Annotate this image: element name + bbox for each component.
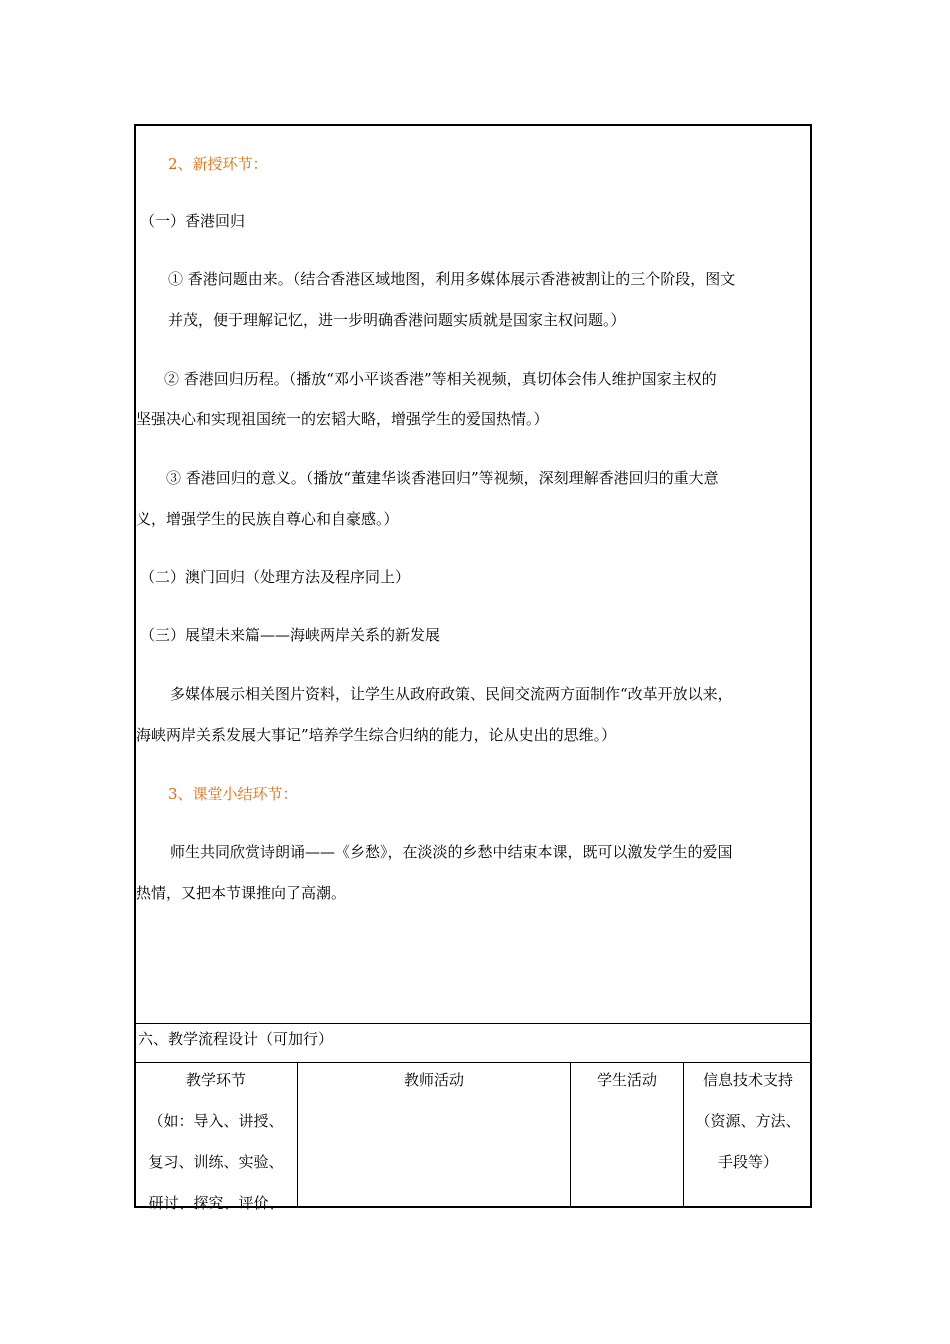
column-divider-middle [570,1062,571,1208]
section-3-heading: 3、课堂小结环节： [168,785,298,803]
header-it-support-line: 手段等） [717,1153,778,1171]
header-student-activity-label: 学生活动 [596,1071,657,1089]
future-para-line-2: 海峡两岸关系发展大事记”培养学生综合归纳的能力，论从史出的思维。） [136,726,617,744]
header-row-divider [136,1062,812,1063]
subsection-hongkong: （一）香港回归 [140,212,246,230]
item-2-line-1: ② 香港回归历程。（播放“邓小平谈香港”等相关视频，真切体会伟人维护国家主权的 [164,370,717,388]
header-teaching-stage-line: 教学环节 [185,1071,246,1089]
future-para-line-1: 多媒体展示相关图片资料，让学生从政府政策、民间交流两方面制作“改革开放以来， [170,685,733,703]
section-6-title: 六、教学流程设计（可加行） [138,1030,334,1048]
item-2-line-2: 坚强决心和实现祖国统一的宏韬大略，增强学生的爱国热情。） [136,410,549,428]
header-teaching-stage-line: 研讨、探究、评价、 [148,1194,284,1212]
item-3-line-1: ③ 香港回归的意义。（播放“董建华谈香港回归”等视频，深刻理解香港回归的重大意 [166,469,719,487]
header-it-support-line: （资源、方法、 [695,1112,801,1130]
item-1-line-2: 并茂，便于理解记忆，进一步明确香港问题实质就是国家主权问题。） [168,311,626,329]
header-it-support [684,1067,812,1190]
summary-para-line-2: 热情，又把本节课推向了高潮。 [136,884,347,902]
item-3-line-2: 义，增强学生的民族自尊心和自豪感。） [136,510,399,528]
header-teaching-stage [136,1067,296,1231]
section-2-heading: 2、新授环节： [168,155,268,173]
row-divider [136,1023,812,1024]
header-teaching-stage-line: （如：导入、讲授、 [148,1112,284,1130]
header-it-support-line: 信息技术支持 [702,1071,793,1089]
subsection-future: （三）展望未来篇——海峡两岸关系的新发展 [140,626,441,644]
summary-para-line-1: 师生共同欣赏诗朗诵——《乡愁》，在淡淡的乡愁中结束本课，既可以激发学生的爱国 [170,843,733,861]
item-1-line-1: ① 香港问题由来。（结合香港区域地图，利用多媒体展示香港被割让的三个阶段，图文 [168,270,736,288]
header-student-activity [571,1067,683,1108]
header-teacher-activity [298,1067,570,1108]
lesson-plan-table [134,124,812,1212]
header-teacher-activity-label: 教师活动 [403,1071,464,1089]
subsection-macau: （二）澳门回归（处理方法及程序同上） [140,568,411,586]
header-teaching-stage-line: 复习、训练、实验、 [148,1153,284,1171]
